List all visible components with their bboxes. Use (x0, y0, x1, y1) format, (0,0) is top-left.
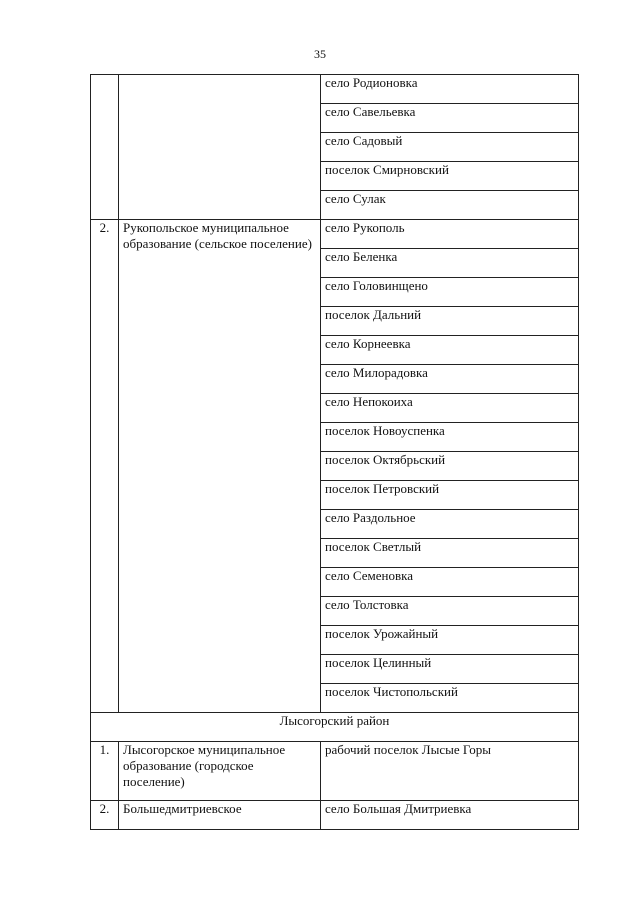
settlement-cell: село Толстовка (321, 597, 579, 626)
settlements-table (90, 74, 579, 830)
settlement-cell: село Корнеевка (321, 336, 579, 365)
row-number-cell: 2. (91, 801, 119, 830)
row-number-cell: 1. (91, 742, 119, 801)
page-number: 35 (314, 47, 326, 61)
settlement-cell: село Милорадовка (321, 365, 579, 394)
settlement-cell: село Рукополь (321, 220, 579, 249)
settlement-cell: село Большая Дмитриевка (321, 801, 579, 830)
settlement-cell: село Родионовка (321, 75, 579, 104)
settlement-cell: село Беленка (321, 249, 579, 278)
district-header: Лысогорский район (91, 713, 579, 742)
settlement-cell: поселок Урожайный (321, 626, 579, 655)
row-number-cell: 2. (91, 220, 119, 713)
settlement-cell: поселок Петровский (321, 481, 579, 510)
table-row (91, 801, 579, 830)
settlement-cell: село Семеновка (321, 568, 579, 597)
settlement-cell: село Савельевка (321, 104, 579, 133)
settlement-cell: поселок Чистопольский (321, 684, 579, 713)
municipality-cell: Большедмитриевское (119, 801, 321, 830)
row-number-cell (91, 75, 119, 220)
table-row (91, 75, 579, 104)
settlement-cell: поселок Новоуспенка (321, 423, 579, 452)
settlement-cell: поселок Октябрьский (321, 452, 579, 481)
settlement-cell: поселок Дальний (321, 307, 579, 336)
municipality-cell: Лысогорское муниципальное образование (городское поселение) (119, 742, 321, 801)
settlement-cell: село Сулак (321, 191, 579, 220)
district-row (91, 713, 579, 742)
settlement-cell: поселок Светлый (321, 539, 579, 568)
settlement-cell: рабочий поселок Лысые Горы (321, 742, 579, 801)
settlement-cell: поселок Смирновский (321, 162, 579, 191)
table-row (91, 742, 579, 801)
settlement-cell: поселок Целинный (321, 655, 579, 684)
settlement-cell: село Головинщено (321, 278, 579, 307)
municipality-cell: Рукопольское муниципальное образование (сельское поселение) (119, 220, 321, 713)
settlement-cell: село Раздольное (321, 510, 579, 539)
settlement-cell: село Садовый (321, 133, 579, 162)
settlement-cell: село Непокоиха (321, 394, 579, 423)
municipality-cell (119, 75, 321, 220)
table-row (91, 220, 579, 249)
